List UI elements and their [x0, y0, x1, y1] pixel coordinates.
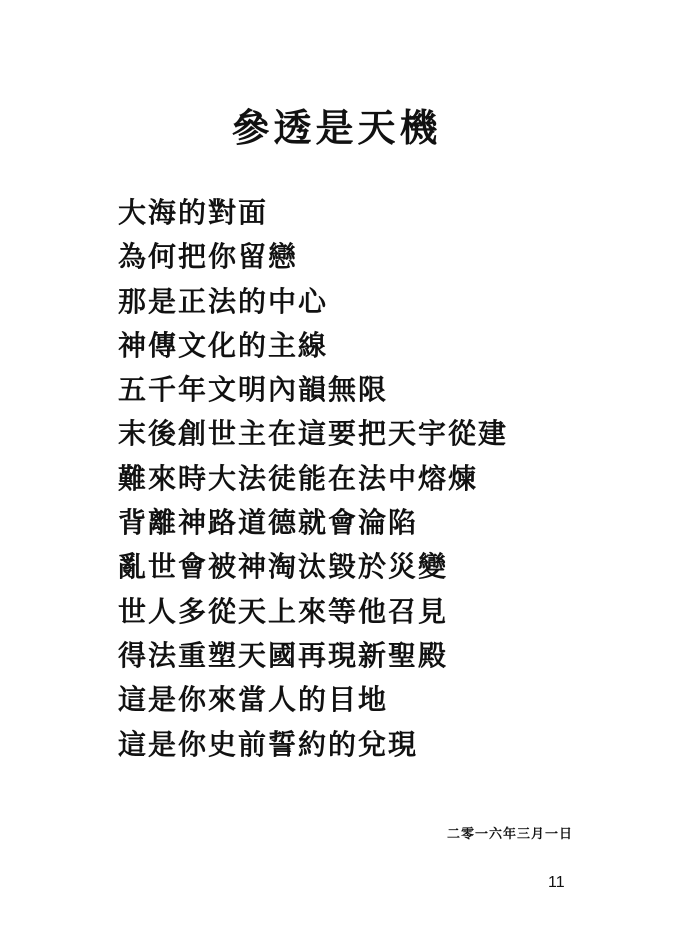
poem-title: 參透是天機 — [231, 105, 442, 150]
poem-line: 神傳文化的主線 — [118, 328, 329, 362]
poem-line: 五千年文明內韻無限 — [118, 373, 389, 407]
poem-line: 亂世會被神淘汰毀於災變 — [118, 550, 449, 584]
poem-line: 世人多從天上來等他召見 — [118, 594, 449, 628]
poem-line: 那是正法的中心 — [118, 284, 329, 318]
page-number: 11 — [548, 874, 565, 891]
poem-line: 得法重塑天國再現新聖殿 — [118, 638, 449, 672]
poem-line: 大海的對面 — [118, 196, 269, 229]
poem-line: 這是你來當人的目地 — [118, 683, 389, 717]
poem-line: 背離神路道德就會淪陷 — [118, 506, 419, 540]
poem-line: 末後創世主在這要把天宇從建 — [118, 417, 509, 451]
poem-line: 這是你史前誓約的兌現 — [118, 727, 419, 761]
poem-line: 難來時大法徒能在法中熔煉 — [118, 461, 479, 495]
poem-line: 為何把你留戀 — [118, 240, 299, 274]
poem-body — [118, 191, 508, 767]
poem-date: 二零一六年三月一日 — [446, 827, 573, 842]
